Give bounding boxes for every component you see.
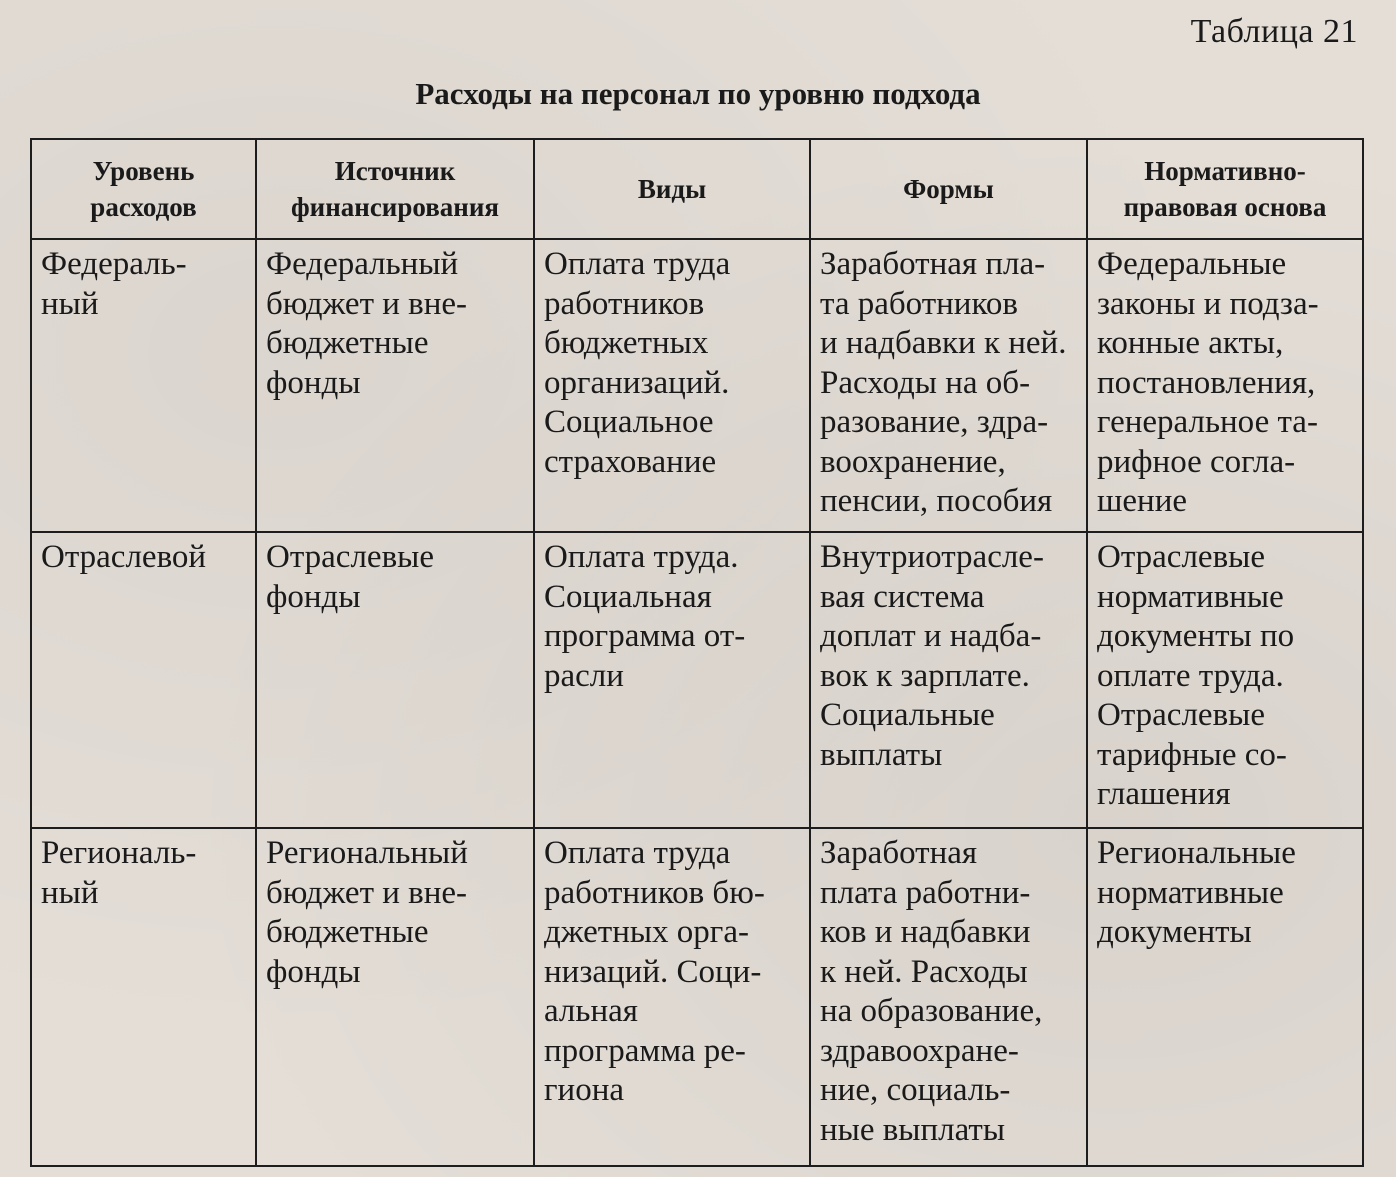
header-row — [31, 139, 1363, 239]
cell-types: Оплата труда работников бю- джетных орга- низаций. Соци- альная программа ре- гиона — [534, 828, 810, 1166]
cell-source: Отраслевые фонды — [256, 532, 534, 828]
column-header-source: Источник финансирования — [256, 139, 534, 239]
expense-table — [30, 138, 1364, 1167]
cell-legal-basis: Федеральные законы и подза- конные акты, постановления, генеральное та- рифное согла- шение — [1087, 239, 1363, 532]
column-header-legal-basis: Нормативно- правовая основа — [1087, 139, 1363, 239]
cell-forms: Заработная пла- та работников и надбавки к ней. Расходы на об- разование, здра- воохранение, пенсии, пособия — [810, 239, 1087, 532]
cell-types: Оплата труда работников бюджетных организаций. Социальное страхование — [534, 239, 810, 532]
cell-source: Региональный бюджет и вне- бюджетные фонды — [256, 828, 534, 1166]
table-row — [31, 828, 1363, 1166]
cell-level: Федераль- ный — [31, 239, 256, 532]
table-row — [31, 532, 1363, 828]
cell-level: Отраслевой — [31, 532, 256, 828]
column-header-forms: Формы — [810, 139, 1087, 239]
cell-legal-basis: Отраслевые нормативные документы по оплате труда. Отраслевые тарифные со- глашения — [1087, 532, 1363, 828]
cell-types: Оплата труда. Социальная программа от- расли — [534, 532, 810, 828]
column-header-level: Уровень расходов — [31, 139, 256, 239]
table-number: Таблица 21 — [1190, 13, 1358, 50]
cell-forms: Заработная плата работни- ков и надбавки к ней. Расходы на образование, здравоохране- ние, социаль- ные выплаты — [810, 828, 1087, 1166]
cell-legal-basis: Региональные нормативные документы — [1087, 828, 1363, 1166]
column-header-types: Виды — [534, 139, 810, 239]
cell-level: Региональ- ный — [31, 828, 256, 1166]
cell-forms: Внутриотрасле- вая система доплат и надба- вок к зарплате. Социальные выплаты — [810, 532, 1087, 828]
table-title: Расходы на персонал по уровню подхода — [415, 76, 981, 111]
table-row — [31, 239, 1363, 532]
cell-source: Федеральный бюджет и вне- бюджетные фонды — [256, 239, 534, 532]
